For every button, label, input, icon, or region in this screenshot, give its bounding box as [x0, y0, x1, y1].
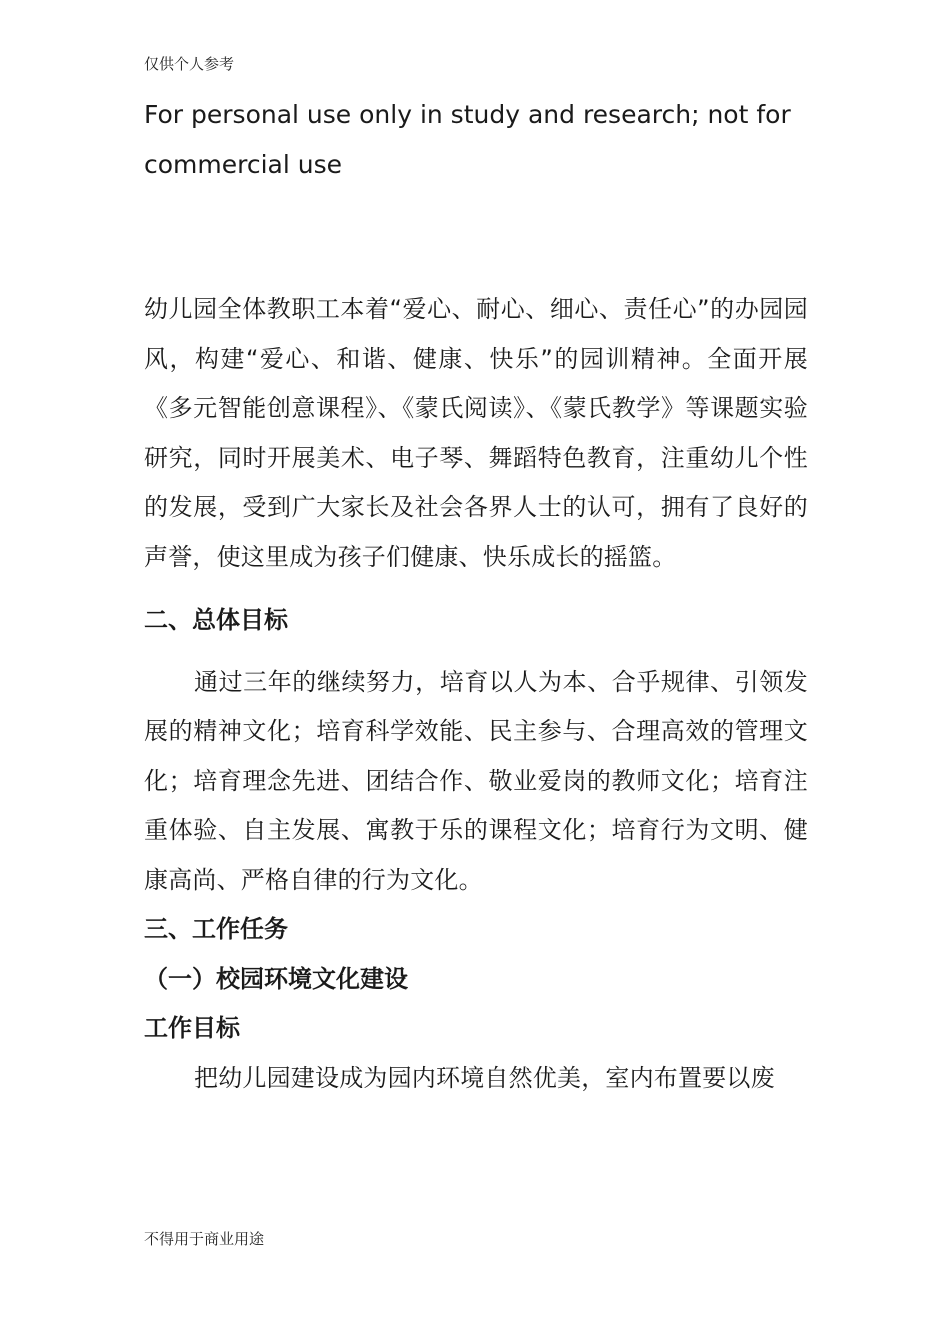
disclaimer-text: For personal use only in study and research; not for commercial use [144, 100, 791, 179]
document-body [144, 285, 808, 1103]
overall-goals-paragraph: 通过三年的继续努力，培育以人为本、合乎规律、引领发展的精神文化；培育科学效能、民主参与、合理高效的管理文化；培育理念先进、团结合作、敬业爱岗的教师文化；培育注重体验、自主发展、寓教于乐的课程文化；培育行为文明、健康高尚、严格自律的行为文化。 [144, 667, 808, 894]
section-heading-overall-goals: 二、总体目标 [144, 606, 288, 634]
footer-note: 不得用于商业用途 [144, 1230, 265, 1248]
header-note: 仅供个人参考 [144, 55, 235, 73]
work-goal-heading: 工作目标 [144, 1014, 240, 1042]
work-goal-paragraph: 把幼儿园建设成为园内环境自然优美，室内布置要以废 [194, 1063, 775, 1092]
subsection-heading-campus-environment: （一）校园环境文化建设 [144, 964, 408, 993]
intro-paragraph: 幼儿园全体教职工本着“爱心、耐心、细心、责任心”的办园园风，构建“爱心、和谐、健康、快乐”的园训精神。全面开展《多元智能创意课程》、《蒙氏阅读》、《蒙氏教学》等课题实验研究，同时开展美术、电子琴、舞蹈特色教育，注重幼儿个性的发展，受到广大家长及社会各界人士的认可，拥有了良好的声誉，使这里成为孩子们健康、快乐成长的摇篮。 [144, 295, 808, 571]
section-heading-work-tasks: 三、工作任务 [144, 915, 288, 943]
